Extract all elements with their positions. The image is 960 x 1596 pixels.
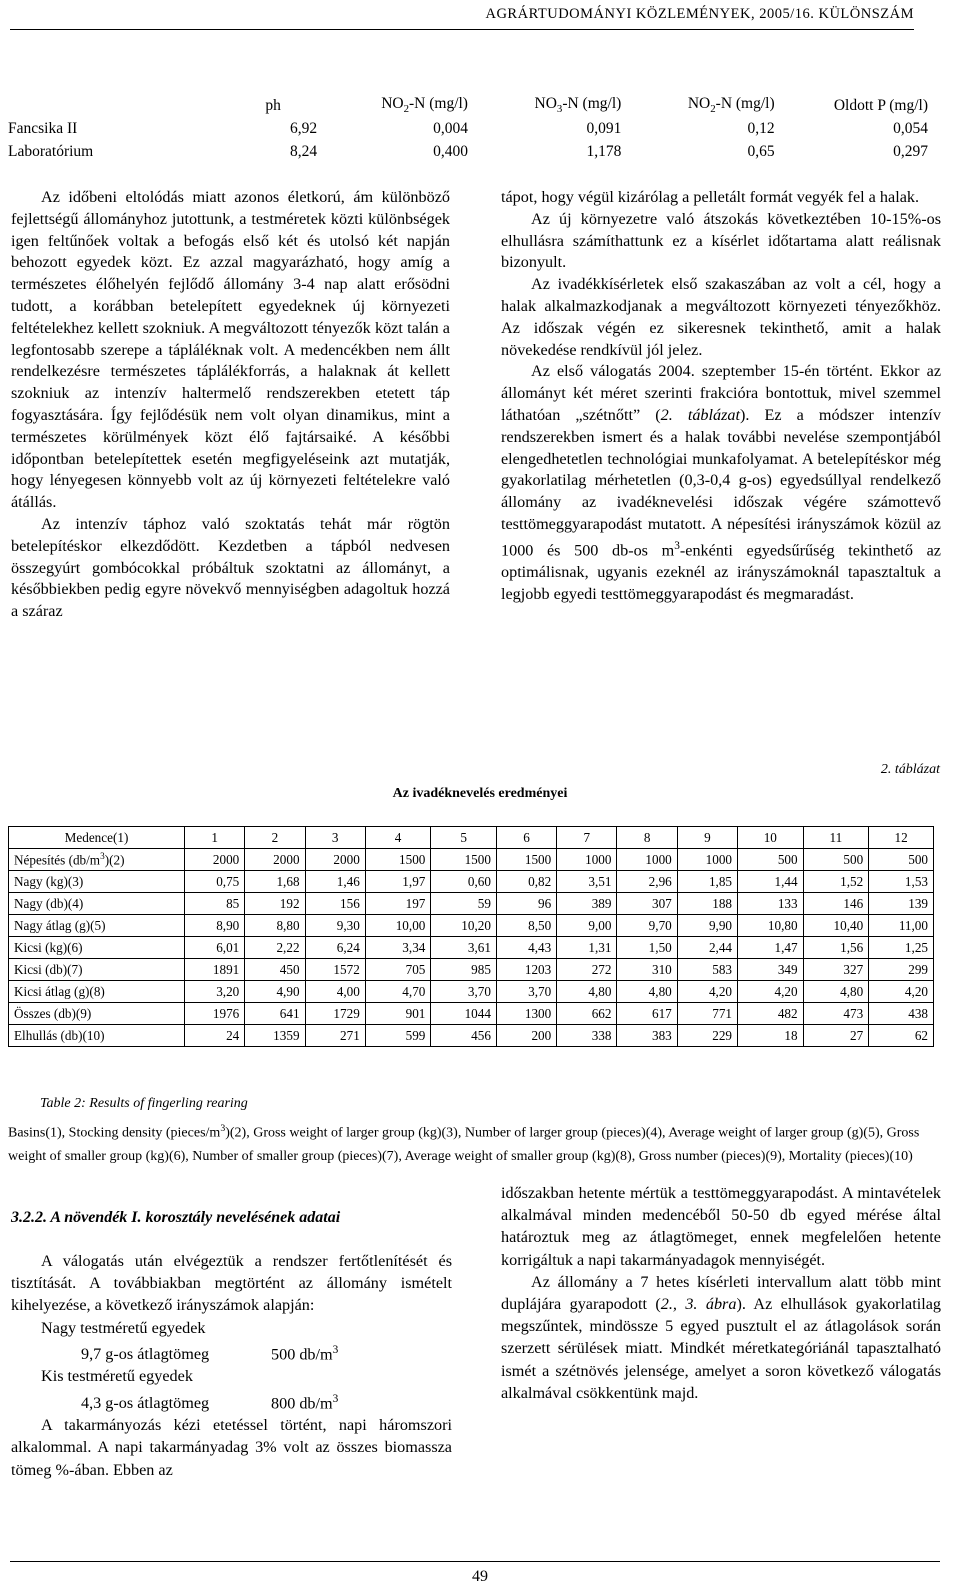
basin-header: 9 [677,827,737,849]
results-table-row [9,1003,934,1025]
row-label: Nagy (db)(4) [9,893,185,915]
table-cell: 338 [557,1025,617,1047]
table-caption-legend: Basins(1), Stocking density $(pieces/m^3)(2)$, Gross weight of larger group (kg)(3), Number of larger group (pieces)(4), Average weight of larger group (g)(5), Gross weight of smaller group (kg)(6), Number of smaller group (pieces)(7), Average weight of smaller group (kg)(8), Gross number (pieces)(9), Mortality (pieces)(10) [8,1123,920,1164]
table-cell: 985 [431,959,497,981]
table-cell: 1,52 [803,871,869,893]
table-cell: 500 [869,849,934,871]
table-cell: 2000 [185,849,245,871]
paragraph: időszakban hetente mértük a testtömeggyarapodást. A mintavételek alkalmával minden medencéből 50-50 db egyed mérése által határoztuk meg az átlagtömeget, ennek megfelelően hetente korrigáltuk a napi takarmányadagok mennyiségét. [501,1184,941,1269]
table-cell: 456 [431,1025,497,1047]
paragraph: A válogatás után elvégeztük a rendszer fertőtlenítését és tisztítását. A továbbiakban megtörtént az állomány ismételt kihelyezése, a következő irányszámok alapján: [11,1252,452,1315]
left-column-text [11,187,450,623]
table-cell: 3,34 [365,937,431,959]
table-cell: 4,20 [738,981,804,1003]
table-cell: 6,92 [289,119,318,137]
basin-header: 8 [617,827,677,849]
header-label: Medence(1) [9,827,185,849]
table-cell: 662 [557,1003,617,1025]
results-table-row [9,1025,934,1047]
table-cell: 1,53 [869,871,934,893]
table-cell: 146 [803,893,869,915]
table-cell: 383 [617,1025,677,1047]
table-cell: 6,24 [305,937,365,959]
small-fish-row: 4,3 g-os átlagtömeg 800 $db/m^3$ [81,1392,339,1412]
table-cell: 4,43 [496,937,556,959]
table-cell: 59 [431,893,497,915]
results-table-row [9,915,934,937]
paragraph: Az új környezetre való átszokás következtében 10-15%-os elhullásra számíthattunk ez a kísérlet időtartama alatt reálisnak bizonyult. [501,209,941,272]
table-cell: 229 [677,1025,737,1047]
table-cell: 500 [803,849,869,871]
table-cell: 1,97 [365,871,431,893]
table-cell: 1500 [365,849,431,871]
table-cell: 9,90 [677,915,737,937]
table-cell: 272 [557,959,617,981]
table-cell: 4,80 [803,981,869,1003]
table-cell: 389 [557,893,617,915]
table-cell: 11,00 [869,915,934,937]
table-cell: 327 [803,959,869,981]
row-label: Elhullás (db)(10) [9,1025,185,1047]
results-table-row [9,937,934,959]
water-table-row [8,117,928,140]
table-cell: 3,20 [185,981,245,1003]
table-cell: 62 [869,1025,934,1047]
table-cell: 3,61 [431,937,497,959]
row-label: Kicsi átlag (g)(8) [9,981,185,1003]
table-cell: 1000 [617,849,677,871]
col-header-oldott-p: Oldott P (mg/l) [833,96,928,114]
table-cell: 0,297 [893,142,928,160]
table-cell: 4,80 [617,981,677,1003]
table-cell: 1000 [677,849,737,871]
table-cell: 3,70 [431,981,497,1003]
results-table-header [9,827,934,849]
table-cell: 1300 [496,1003,556,1025]
table-cell: 85 [185,893,245,915]
table-cell: 10,80 [738,915,804,937]
results-table-row [9,871,934,893]
table-cell: 192 [245,893,305,915]
table-cell: 2,22 [245,937,305,959]
table-cell: 133 [738,893,804,915]
table-title: Az ivadéknevelés eredményei [392,786,568,801]
small-fish-label: Kis testméretű egyedek [41,1367,193,1386]
table-cell: 705 [365,959,431,981]
table-cell: 0,054 [893,119,928,137]
table-cell: 156 [305,893,365,915]
basin-header: 4 [365,827,431,849]
table-cell: 617 [617,1003,677,1025]
row-label: Fancsika II [8,119,78,137]
basin-header: 10 [738,827,804,849]
table-cell: 1,44 [738,871,804,893]
running-header [10,0,914,30]
table-cell: 1500 [431,849,497,871]
table-cell: 96 [496,893,556,915]
figure-reference: 2., 3. ábra [660,1295,737,1314]
table-cell: 9,70 [617,915,677,937]
basin-header: 11 [803,827,869,849]
table-cell: 139 [869,893,934,915]
table-cell: 3,70 [496,981,556,1003]
table-cell: 310 [617,959,677,981]
paragraph: Az intenzív táphoz való szoktatás tehát már rögtön betelepítéskor elkezdődött. Kezdetben a tápból nedvesen összegyúrt gombócokkal próbáltuk szoktatni az állományt, a későbbiekben pedig egyre növekvő mennyiségben adagoltuk hozzá a száraz [11,514,450,621]
col-header-no2: $NO_2-N$ (mg/l) [381,95,468,116]
paragraph: Az első válogatás 2004. szeptember 15-én történt. Ekkor az állományt két méret szerinti frakcióra bontottuk, mivel szemmel láthatóan „szétnőtt” (2. táblázat). Ez a módszer intenzív rendszerekben ismert és a halak további nevelése szempontjából elengedhetetlen technológiai munkafolyamat. A betelepítéskor még gyakorlatilag mérhetetlen (0,3-0,4 g-os) egyedsúllyal rendelkező állomány az ivadéknevelési időszak végére számottevő testtömeggyarapodást mutatott. A népesítési irányszámok közül az 1000 és 500 db-os $m^3$-enkénti egyedsűrűség tekinthető az optimálisnak, ugyanis ezeknél az irányszámoknál tapasztaltuk a legjobb egyedi testtömeggyarapodást és megmaradást. [501,362,941,603]
col-header-no3: $NO_3-N$ (mg/l) [534,95,622,116]
table-cell: 24 [185,1025,245,1047]
basin-header: 5 [431,827,497,849]
basin-header: 12 [869,827,934,849]
table-cell: 271 [305,1025,365,1047]
row-label: Nagy átlag (g)(5) [9,915,185,937]
basin-header: 2 [245,827,305,849]
table-cell: 2,96 [617,871,677,893]
results-table-row [9,849,934,871]
table-cell: 1,46 [305,871,365,893]
paragraph: Az állomány a 7 hetes kísérleti intervallum alatt több mint duplájára gyarapodott (2., 3. ábra). Az elhullások gyakorlatilag megszűntek, mindössze 5 egyed pusztult el az átlagolások során szerzett sérülések miatt. Mindkét méretkategóriánál tapasztalható ismét a szétnövés jelensége, amelyet a soron következő válogatás alkalmával csökkentünk majd. [501,1272,942,1402]
row-label: Laboratórium [8,142,94,160]
table-cell: 1044 [431,1003,497,1025]
row-label: Kicsi (db)(7) [9,959,185,981]
table-cell: 6,01 [185,937,245,959]
table-cell: 27 [803,1025,869,1047]
table-cell: 349 [738,959,804,981]
table-cell: 1,50 [617,937,677,959]
table-cell: 1,68 [245,871,305,893]
paragraph: A takarmányozás kézi etetéssel történt, napi háromszori alkalommal. A napi takarmányadag 3% volt az összes biomassza tömeg %-ában. Ebben az [11,1416,452,1479]
table-cell: 197 [365,893,431,915]
empty-header-cell [8,94,151,117]
table-cell: 482 [738,1003,804,1025]
table-cell: 1203 [496,959,556,981]
table-cell: 473 [803,1003,869,1025]
results-table-row [9,959,934,981]
basin-header: 7 [557,827,617,849]
table-cell: 438 [869,1003,934,1025]
footer-rule [10,1561,940,1562]
table-cell: 8,24 [289,142,318,160]
table-cell: 9,00 [557,915,617,937]
table-cell: 1359 [245,1025,305,1047]
water-quality-table [8,94,928,163]
table-cell: 1,56 [803,937,869,959]
page-number: 49 [472,1568,488,1585]
right-column-text [501,187,941,606]
table-reference: 2. táblázat [660,405,740,424]
table-cell: 2000 [305,849,365,871]
table-cell: 9,30 [305,915,365,937]
table-cell: 583 [677,959,737,981]
table-cell: 450 [245,959,305,981]
table-cell: 1,31 [557,937,617,959]
table-cell: 1,85 [677,871,737,893]
table-cell: 0,400 [433,142,468,160]
table-cell: 4,00 [305,981,365,1003]
table-cell: 641 [245,1003,305,1025]
table-cell: 8,90 [185,915,245,937]
paragraph: tápot, hogy végül kizárólag a pelletált formát vegyék fel a halak. [501,188,920,206]
water-table-row [8,140,928,163]
table-cell: 8,50 [496,915,556,937]
table-cell: 10,00 [365,915,431,937]
table-cell: 307 [617,893,677,915]
table-cell: 1891 [185,959,245,981]
table-cell: 18 [738,1025,804,1047]
table-cell: 2000 [245,849,305,871]
table-cell: 4,80 [557,981,617,1003]
table-cell: 299 [869,959,934,981]
table-cell: 0,65 [747,142,775,160]
row-label: Összes (db)(9) [9,1003,185,1025]
table-cell: 1,25 [869,937,934,959]
table-cell: 0,12 [747,119,775,137]
big-fish-label: Nagy testméretű egyedek [41,1318,206,1337]
table-cell: 1500 [496,849,556,871]
table-caption: Table 2: Results of fingerling rearing [40,1096,248,1111]
section2-right-column [501,1182,941,1404]
table-cell: 4,70 [365,981,431,1003]
table-cell: 1000 [557,849,617,871]
table-cell: 1976 [185,1003,245,1025]
basin-header: 1 [185,827,245,849]
big-fish-row: 9,7 g-os átlagtömeg 500 $db/m^3$ [81,1343,339,1364]
section-heading: 3.2.2. A növendék I. korosztály nevelésének adatai [11,1209,341,1226]
table-cell: 188 [677,893,737,915]
row-label: Kicsi (kg)(6) [9,937,185,959]
table-cell: 1,178 [586,142,622,160]
results-table-row [9,893,934,915]
col-header-no2b: $NO_2-N$ (mg/l) [687,95,775,116]
table-cell: 0,82 [496,871,556,893]
table-cell: 0,004 [433,119,468,137]
row-label: Nagy (kg)(3) [9,871,185,893]
results-table [8,826,934,1047]
table-cell: 200 [496,1025,556,1047]
journal-title: AGRÁRTUDOMÁNYI KÖZLEMÉNYEK, 2005/16. KÜLÖNSZÁM [485,6,914,22]
table-cell: 1729 [305,1003,365,1025]
table-cell: 10,40 [803,915,869,937]
paragraph: Az ivadékkísérletek első szakaszában az volt a cél, hogy a halak alkalmazkodjanak a megváltozott környezeti tényezőkhöz. Az időszak végén ez sikeresnek tekinthető, amit a halak növekedése rendkívül jól jelez. [501,275,941,359]
basin-header: 3 [305,827,365,849]
results-table-row [9,981,934,1003]
table-cell: 901 [365,1003,431,1025]
row-label: Népesítés $(db/m^3)(2)$ [9,849,185,871]
table-cell: 4,20 [677,981,737,1003]
table-cell: 1572 [305,959,365,981]
table-cell: 0,60 [431,871,497,893]
basin-header: 6 [496,827,556,849]
table-cell: 0,75 [185,871,245,893]
table-number: 2. táblázat [880,762,940,777]
table-cell: 8,80 [245,915,305,937]
table-cell: 1,47 [738,937,804,959]
table-cell: 0,091 [586,119,622,137]
section2-left-column [11,1250,452,1481]
table-cell: 3,51 [557,871,617,893]
table-cell: 4,20 [869,981,934,1003]
table-cell: 771 [677,1003,737,1025]
table-cell: 599 [365,1025,431,1047]
water-table-header [8,94,928,117]
table-cell: 10,20 [431,915,497,937]
paragraph: Az időbeni eltolódás miatt azonos életkorú, ám különböző fejlettségű állományhoz jutottunk, a testméretek közti különbségek igen feltűnőek voltak a befogás első két és utolsó két napján behozott egyedek közt. Ez azzal magyarázható, hogy amíg a természetes élőhelyén fejlődő állomány 3-4 nap alatt erősödni tudott, a korábban betelepített egyedeknek új környezeti feltételekhez kellett szokniuk. A megváltozott tényezők közt talán a legfontosabb szerepe a tápláléknak volt. A medencékben nem állt rendelkezésre természetes táplálékforrás, a halaknak át kellett szokniuk az intenzív haltermelő rendszerekben etetett táp fogyasztására. Így fejlődésük nem volt olyan dinamikus, mint a természetes körülmények közt élő fajtársaiké. A későbbi időpontban betelepítettek esetén megfigyeléseink azt mutatják, hogy lényegesen könnyebb volt az új környezeti feltételekre való átállás. [11,188,450,512]
table-cell: 2,44 [677,937,737,959]
table-cell: 500 [738,849,804,871]
col-header-ph: ph [265,96,281,114]
table-cell: 4,90 [245,981,305,1003]
